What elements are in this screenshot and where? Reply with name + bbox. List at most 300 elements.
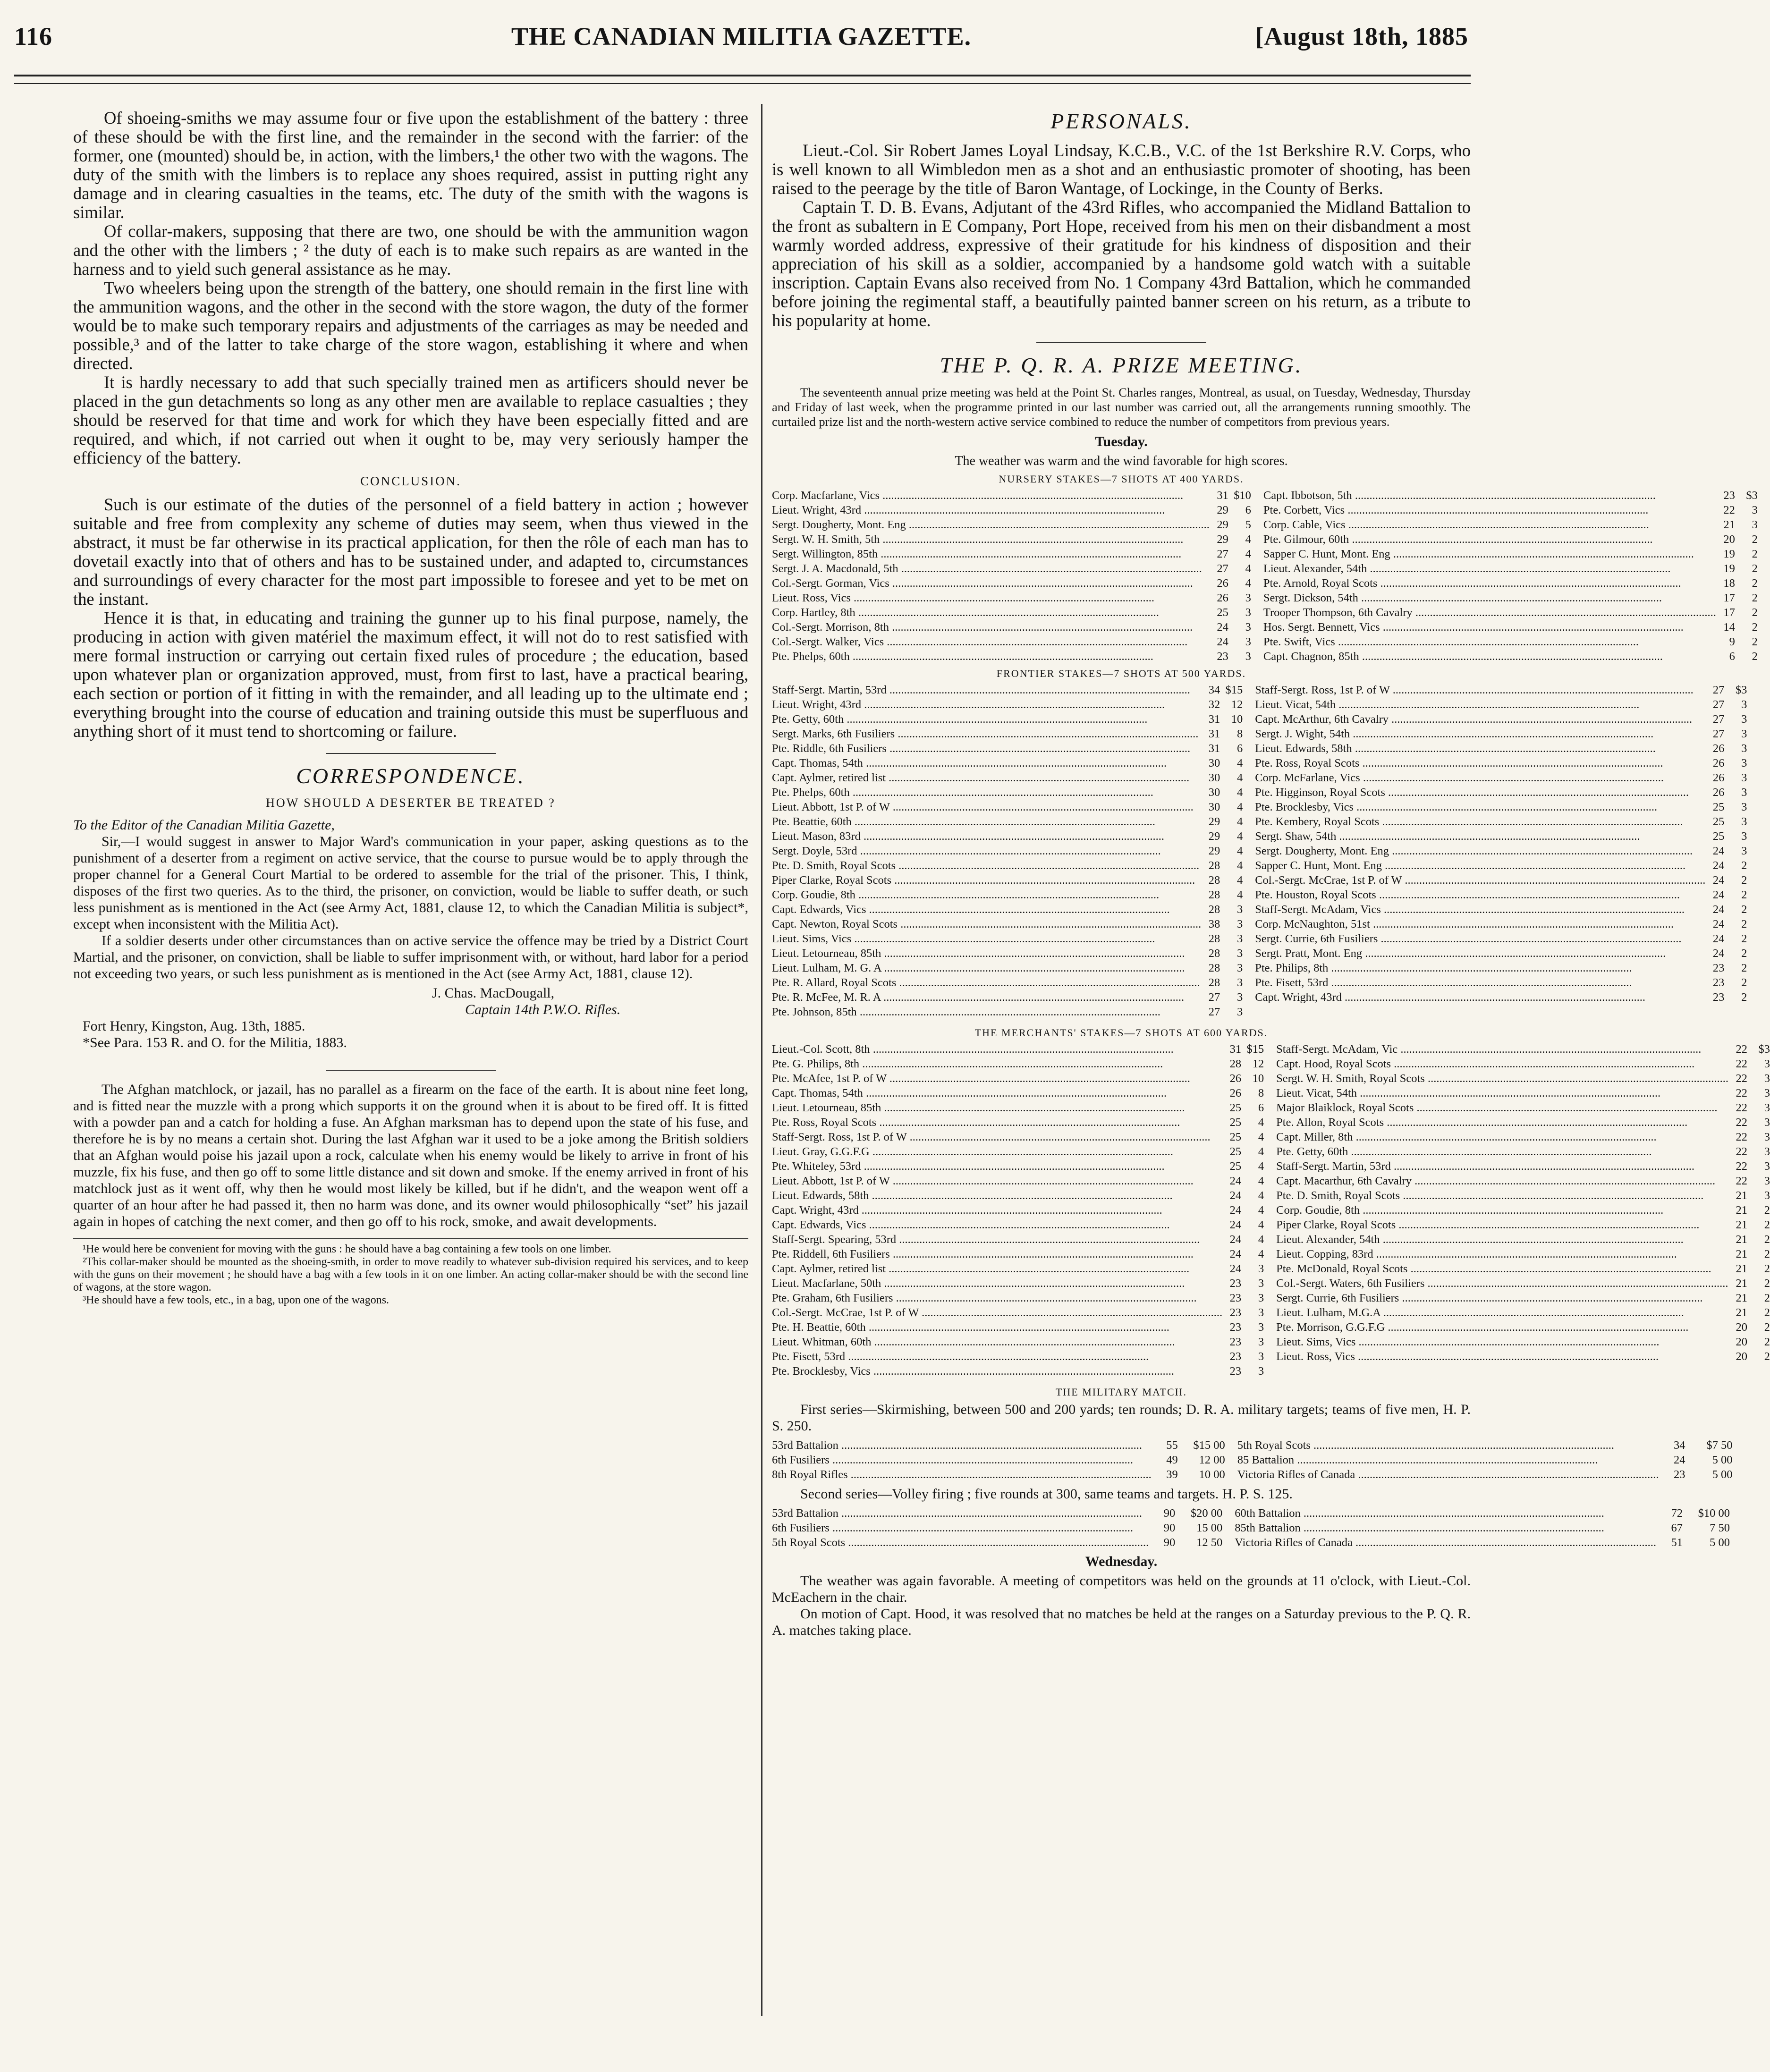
competitor-name: Col.-Sergt. Morrison, 8th ..... xyxy=(772,620,1210,634)
competitor-name: Pte. D. Smith, Royal Scots ..... xyxy=(1276,1188,1728,1203)
score-row xyxy=(772,902,1243,917)
score: 9 xyxy=(1729,635,1735,648)
competitor-name: Pte. Fisett, 53rd ..... xyxy=(1255,975,1705,990)
prize: $10 xyxy=(1234,489,1251,502)
competitor-name: Pte. Allon, Royal Scots ..... xyxy=(1276,1115,1728,1130)
prize: 3 xyxy=(1752,504,1758,516)
prize: 3 xyxy=(1236,932,1243,945)
score-row xyxy=(772,1291,1264,1305)
score-row xyxy=(1255,683,1747,697)
score-row xyxy=(772,858,1243,873)
score-row xyxy=(772,1276,1264,1291)
score: 31 xyxy=(1229,1043,1242,1056)
prize: 3 xyxy=(1236,991,1243,1004)
prize: 2 xyxy=(1764,1218,1770,1231)
section-rule xyxy=(1036,342,1206,343)
prize: 4 xyxy=(1236,757,1243,770)
prize: $15 xyxy=(1225,684,1243,696)
competitor-name: Lieut. Ross, Vics ..... xyxy=(772,591,1210,605)
prize: 3 xyxy=(1764,1189,1770,1202)
score: 14 xyxy=(1723,621,1735,634)
prize: 3 xyxy=(1245,650,1251,663)
score: 18 xyxy=(1723,577,1735,590)
competitor-name: Victoria Rifles of Canada ..... xyxy=(1235,1535,1656,1550)
score-row xyxy=(772,1305,1264,1320)
score: 20 xyxy=(1723,533,1735,546)
competitor-name: Pte. Arnold, Royal Scots ..... xyxy=(1263,576,1716,591)
score-row xyxy=(1255,756,1747,770)
score: 21 xyxy=(1736,1189,1747,1202)
score: 29 xyxy=(1208,815,1220,828)
prize: 3 xyxy=(1764,1131,1770,1143)
prize: 2 xyxy=(1764,1350,1770,1363)
score-row xyxy=(1255,844,1747,858)
conclusion-paragraphs xyxy=(73,495,748,741)
score: 28 xyxy=(1208,859,1220,872)
competitor-name: Major Blaiklock, Royal Scots ..... xyxy=(1276,1100,1728,1115)
score: 23 xyxy=(1673,1468,1685,1481)
competitor-name: Lieut. Vicat, 54th ..... xyxy=(1276,1086,1728,1100)
prize: 4 xyxy=(1258,1204,1264,1217)
competitor-name: Pte. H. Beattie, 60th ..... xyxy=(772,1320,1222,1335)
score-row xyxy=(772,1320,1264,1335)
prize: 2 xyxy=(1741,962,1747,974)
competitor-name: Corp. Cable, Vics ..... xyxy=(1263,517,1716,532)
prize: 4 xyxy=(1236,874,1243,887)
score: 17 xyxy=(1723,606,1735,619)
score: 24 xyxy=(1229,1262,1242,1275)
score-row xyxy=(1235,1521,1730,1535)
competitor-name: Sergt. W. H. Smith, 5th ..... xyxy=(772,532,1210,547)
score: 26 xyxy=(1229,1072,1242,1085)
score: 24 xyxy=(1712,888,1725,901)
competitor-name: Sergt. J. Wight, 54th ..... xyxy=(1255,727,1705,741)
score-row xyxy=(772,1535,1222,1550)
weather-note: The weather was warm and the wind favorable for high scores. xyxy=(955,454,1288,468)
score: 31 xyxy=(1217,489,1228,502)
prize: 4 xyxy=(1236,815,1243,828)
prize: 4 xyxy=(1245,562,1251,575)
score: 24 xyxy=(1217,635,1228,648)
competitor-name: Pte. Corbett, Vics ..... xyxy=(1263,503,1716,517)
score-row xyxy=(1235,1535,1730,1550)
score-row xyxy=(772,785,1243,800)
competitor-name: Pte. Phelps, 60th ..... xyxy=(772,785,1201,800)
competitor-name: Lieut. Sims, Vics ..... xyxy=(772,931,1201,946)
competitor-name: Pte. Philips, 8th ..... xyxy=(1255,961,1705,975)
score-row xyxy=(1263,503,1758,517)
score-row xyxy=(772,605,1251,620)
prize: 6 xyxy=(1258,1101,1264,1114)
conclusion-heading: CONCLUSION. xyxy=(360,474,461,488)
competitor-name: Lieut. Macfarlane, 50th ..... xyxy=(772,1276,1222,1291)
prize: 2 xyxy=(1752,635,1758,648)
score: 23 xyxy=(1217,650,1228,663)
pqra-intro: The seventeenth annual prize meeting was held at the Point St. Charles ranges, Montreal, as usual, on Tuesday, Wednesday, Thursday and Friday of last week, when the programme printed in our last number was carried out, all the arrangements running smoothly. The curtailed prize list and the north-western active service combined to reduce the number of competitors from previous years. xyxy=(772,385,1471,429)
prize: 2 xyxy=(1752,606,1758,619)
score-row xyxy=(772,917,1243,931)
prize: 3 xyxy=(1741,845,1747,857)
competitor-name: Pte. Houston, Royal Scots ..... xyxy=(1255,888,1705,902)
prize: 3 xyxy=(1752,518,1758,531)
score: 72 xyxy=(1671,1507,1683,1520)
prize: 3 xyxy=(1236,918,1243,930)
prize: 3 xyxy=(1764,1101,1770,1114)
score: 24 xyxy=(1229,1175,1242,1187)
competitor-name: Pte. Whiteley, 53rd ..... xyxy=(772,1159,1222,1174)
competitor-name: Sergt. Shaw, 54th ..... xyxy=(1255,829,1705,844)
competitor-name: Sergt. Currie, 6th Fusiliers ..... xyxy=(1276,1291,1728,1305)
score-row xyxy=(1255,917,1747,931)
score: 28 xyxy=(1208,976,1220,989)
competitor-name: Staff-Sergt. Martin, 53rd ..... xyxy=(772,683,1201,697)
competitor-name: Piper Clarke, Royal Scots ..... xyxy=(772,873,1201,888)
score-row xyxy=(1263,649,1758,664)
score: 25 xyxy=(1229,1116,1242,1129)
score-row xyxy=(1255,814,1747,829)
nursery-stakes-heading: NURSERY STAKES—7 SHOTS AT 400 YARDS. xyxy=(999,473,1244,485)
score-row xyxy=(772,532,1251,547)
prize: 3 xyxy=(1741,830,1747,843)
score-row xyxy=(1263,488,1758,503)
prize: $10 00 xyxy=(1698,1507,1730,1520)
merchants-stakes-heading: THE MERCHANTS' STAKES—7 SHOTS AT 600 YARDS. xyxy=(974,1027,1268,1039)
score-row xyxy=(1255,829,1747,844)
score-row xyxy=(772,576,1251,591)
competitor-name: Pte. Brocklesby, Vics ..... xyxy=(772,1364,1222,1379)
competitor-name: Corp. Goudie, 8th ..... xyxy=(772,888,1201,902)
score-row xyxy=(1276,1320,1770,1335)
score: 21 xyxy=(1736,1233,1747,1246)
competitor-name: 6th Fusiliers ..... xyxy=(772,1453,1152,1467)
competitor-name: Lieut. Whitman, 60th ..... xyxy=(772,1335,1222,1349)
match-first-table xyxy=(772,1438,1733,1482)
prize: 2 xyxy=(1741,976,1747,989)
score: 20 xyxy=(1736,1336,1747,1348)
score: 26 xyxy=(1712,786,1725,799)
competitor-name: Pte. Beattie, 60th ..... xyxy=(772,814,1201,829)
score: 19 xyxy=(1723,548,1735,560)
score-row xyxy=(772,1144,1264,1159)
score-row xyxy=(772,1232,1264,1247)
score-row xyxy=(772,946,1243,961)
score-row xyxy=(1263,532,1758,547)
prize: 3 xyxy=(1764,1160,1770,1173)
prize: 6 xyxy=(1245,504,1251,516)
score: 39 xyxy=(1166,1468,1178,1481)
score: 20 xyxy=(1736,1350,1747,1363)
score-row xyxy=(772,712,1243,727)
competitor-name: Capt. Thomas, 54th ..... xyxy=(772,1086,1222,1100)
score-row xyxy=(1237,1467,1733,1482)
score-row xyxy=(772,814,1243,829)
section-rule xyxy=(326,753,496,754)
prize: 3 xyxy=(1245,621,1251,634)
prize: 12 xyxy=(1252,1057,1264,1070)
frontier-stakes-heading: FRONTIER STAKES—7 SHOTS AT 500 YARDS. xyxy=(996,668,1246,679)
footnote: ³He should have a few tools, etc., in a bag, upon one of the wagons. xyxy=(83,1294,390,1306)
score-row xyxy=(1255,975,1747,990)
competitor-name: Lieut. Edwards, 58th ..... xyxy=(1255,741,1705,756)
competitor-name: Lieut. Wright, 43rd ..... xyxy=(772,503,1210,517)
score-row xyxy=(772,1203,1264,1218)
score: 30 xyxy=(1208,757,1220,770)
score-row xyxy=(1276,1042,1770,1057)
prize: 3 xyxy=(1236,962,1243,974)
score-row xyxy=(1255,741,1747,756)
score: 22 xyxy=(1736,1057,1747,1070)
score: 21 xyxy=(1736,1204,1747,1217)
competitor-name: Hos. Sergt. Bennett, Vics ..... xyxy=(1263,620,1716,634)
score-row xyxy=(772,634,1251,649)
score: 24 xyxy=(1229,1218,1242,1231)
competitor-name: Corp. Hartley, 8th ..... xyxy=(772,605,1210,620)
competitor-name: Victoria Rifles of Canada ..... xyxy=(1237,1467,1659,1482)
competitor-name: Capt. Miller, 8th ..... xyxy=(1276,1130,1728,1144)
score-row xyxy=(1255,931,1747,946)
score-row xyxy=(772,1174,1264,1188)
prize: 4 xyxy=(1258,1218,1264,1231)
prize: 3 xyxy=(1258,1306,1264,1319)
prize: 2 xyxy=(1764,1336,1770,1348)
prize: 2 xyxy=(1741,918,1747,930)
score: 24 xyxy=(1712,845,1725,857)
score-row xyxy=(772,1159,1264,1174)
score-row xyxy=(1255,946,1747,961)
prize: 2 xyxy=(1752,592,1758,604)
score: 27 xyxy=(1712,713,1725,726)
score-row xyxy=(1255,902,1747,917)
competitor-name: Corp. McNaughton, 51st ..... xyxy=(1255,917,1705,931)
prize: 3 xyxy=(1245,635,1251,648)
prize: 10 xyxy=(1231,713,1243,726)
score-row xyxy=(772,1130,1264,1144)
score-row xyxy=(772,1364,1264,1379)
score-row xyxy=(1276,1086,1770,1100)
signature-note: *See Para. 153 R. and O. for the Militia, 1883. xyxy=(83,1035,347,1050)
prize: 4 xyxy=(1236,786,1243,799)
score-row xyxy=(1276,1291,1770,1305)
score: 22 xyxy=(1736,1043,1747,1056)
prize: 3 xyxy=(1741,727,1747,740)
score: 90 xyxy=(1163,1536,1176,1549)
nursery-stakes-table xyxy=(772,488,1758,664)
score-row xyxy=(1263,561,1758,576)
score: 29 xyxy=(1208,845,1220,857)
competitor-name: Lieut. Abbott, 1st P. of W ..... xyxy=(772,800,1201,814)
competitor-name: Corp. McFarlane, Vics ..... xyxy=(1255,770,1705,785)
score-row xyxy=(772,873,1243,888)
prize: 3 xyxy=(1741,786,1747,799)
score: 24 xyxy=(1229,1204,1242,1217)
competitor-name: Pte. Ross, Royal Scots ..... xyxy=(1255,756,1705,770)
competitor-name: Pte. Gilmour, 60th ..... xyxy=(1263,532,1716,547)
prize: $3 xyxy=(1758,1043,1770,1056)
score: 55 xyxy=(1166,1439,1178,1452)
score-row xyxy=(772,1453,1225,1467)
score-row xyxy=(1255,727,1747,741)
competitor-name: 60th Battalion ..... xyxy=(1235,1506,1656,1521)
afghan-article: The Afghan matchlock, or jazail, has no parallel as a firearm on the face of the earth. It is about nine feet long, and is fitted near the muzzle with a prong which supports it on the ground when it is about to be fired off. It is fitted with a powder pan and a catch for holding a fuse. An Afghan marksman has to depend upon the state of his fuse, and therefore he is by no means a certain shot. During the last Afghan war it used to be a joke among the British soldiers that an Afghan would poise his jazail upon a rock, calculate when his enemy would be likely to arrive in front of his muzzle, fix his fuse, and then go off to some little distance and sit down and smoke. If the enemy arrived in front of his matchlock just as it went off, why then he would most likely be killed, but if he didn't, and the weapon went off a quarter of an hour after he had passed it, then no harm was done, and its owner would philosophically “set” his jazail again in hopes of catching the next comer, and then go off to his rock, smoke, and await developments. xyxy=(73,1082,748,1229)
competitor-name: Lieut. Wright, 43rd ..... xyxy=(772,697,1201,712)
personals-heading: PERSONALS. xyxy=(1050,109,1192,133)
competitor-name: Col.-Sergt. McCrae, 1st P. of W ..... xyxy=(772,1305,1222,1320)
score: 51 xyxy=(1671,1536,1683,1549)
score-row xyxy=(1263,591,1758,605)
prize: 4 xyxy=(1245,533,1251,546)
competitor-name: Capt. Newton, Royal Scots ..... xyxy=(772,917,1201,931)
competitor-name: Pte. Brocklesby, Vics ..... xyxy=(1255,800,1705,814)
prize: 2 xyxy=(1741,947,1747,960)
score: 22 xyxy=(1736,1145,1747,1158)
score: 27 xyxy=(1217,548,1228,560)
score-row xyxy=(1276,1174,1770,1188)
prize: 3 xyxy=(1741,698,1747,711)
score: 26 xyxy=(1217,592,1228,604)
prize: 3 xyxy=(1764,1116,1770,1129)
prize: 5 00 xyxy=(1710,1536,1730,1549)
competitor-name: Pte. Getty, 60th ..... xyxy=(1276,1144,1728,1159)
prize: 3 xyxy=(1258,1365,1264,1378)
competitor-name: Sergt. Currie, 6th Fusiliers ..... xyxy=(1255,931,1705,946)
score: 30 xyxy=(1208,771,1220,784)
competitor-name: Sergt. Doyle, 53rd ..... xyxy=(772,844,1201,858)
prize: 3 xyxy=(1245,592,1251,604)
score-row xyxy=(1276,1232,1770,1247)
score-row xyxy=(1263,547,1758,561)
competitor-name: 53rd Battalion ..... xyxy=(772,1438,1152,1453)
prize: 4 xyxy=(1258,1189,1264,1202)
score: 23 xyxy=(1229,1336,1242,1348)
competitor-name: Col.-Sergt. McCrae, 1st P. of W ..... xyxy=(1255,873,1705,888)
competitor-name: Sergt. Willington, 85th ..... xyxy=(772,547,1210,561)
score: 29 xyxy=(1217,504,1228,516)
prize: 2 xyxy=(1741,874,1747,887)
competitor-name: Lieut. Letourneau, 85th ..... xyxy=(772,1100,1222,1115)
score-row xyxy=(1255,800,1747,814)
competitor-name: Pte. Swift, Vics ..... xyxy=(1263,634,1716,649)
score: 21 xyxy=(1723,518,1735,531)
competitor-name: Pte. Getty, 60th ..... xyxy=(772,712,1201,727)
score-row xyxy=(1276,1130,1770,1144)
score: 31 xyxy=(1208,713,1220,726)
competitor-name: Lieut. Ross, Vics ..... xyxy=(1276,1349,1728,1364)
score-row xyxy=(772,1218,1264,1232)
prize: 2 xyxy=(1752,533,1758,546)
score-row xyxy=(1276,1247,1770,1261)
score-row xyxy=(1276,1349,1770,1364)
score-row xyxy=(772,770,1243,785)
competitor-name: Sergt. Marks, 6th Fusiliers ..... xyxy=(772,727,1201,741)
prize: 2 xyxy=(1752,650,1758,663)
prize: 10 00 xyxy=(1199,1468,1225,1481)
signature-place: Fort Henry, Kingston, Aug. 13th, 1885. xyxy=(83,1018,305,1034)
score-row xyxy=(772,591,1251,605)
score: 23 xyxy=(1229,1321,1242,1334)
article-paragraph: Two wheelers being upon the strength of the battery, one should remain in the first line with the ammunition wagons, and the other in the second with the store wagon, the duty of the former would be to make such temporary repairs and adjustments of the carriages as may be needed and possible,³ and of the latter to take charge of the store wagon, establishing it where and when directed. xyxy=(73,278,748,373)
article-paragraph: Of shoeing-smiths we may assume four or five upon the establishment of the battery : three of these should be with the first line, and the remainder in the second with the farrier: of the former, one (mounted) should be, in action, with the limbers,¹ the other two with the wagons. The duty of the smith with the limbers is to replace any shoes required, assist in putting right any damage and in clearing casualties in the teams, etc. The duty of the smith with the wagons is similar. xyxy=(73,108,748,222)
score: 49 xyxy=(1166,1454,1178,1466)
score-row xyxy=(1263,634,1758,649)
score-row xyxy=(1276,1218,1770,1232)
score-row xyxy=(1255,961,1747,975)
score: 22 xyxy=(1736,1101,1747,1114)
competitor-name: Pte. Riddell, 6th Fusiliers ..... xyxy=(772,1247,1222,1261)
prize: 3 xyxy=(1258,1321,1264,1334)
score-row xyxy=(772,990,1243,1005)
competitor-name: Capt. Hood, Royal Scots ..... xyxy=(1276,1057,1728,1071)
competitor-name: Staff-Sergt. Ross, 1st P. of W ..... xyxy=(1255,683,1705,697)
article-paragraph: Of collar-makers, supposing that there are two, one should be with the ammunition wagon and the other with the limbers ; ² the duty of each is to make such repairs as are wanted in the harness and to yield such general assistance as he may. xyxy=(73,221,748,279)
score-row xyxy=(1237,1438,1733,1453)
prize: 3 xyxy=(1236,947,1243,960)
score: 28 xyxy=(1208,932,1220,945)
score: 28 xyxy=(1208,874,1220,887)
score: 20 xyxy=(1736,1321,1747,1334)
score: 21 xyxy=(1736,1292,1747,1304)
score-row xyxy=(772,1005,1243,1019)
competitor-name: Pte. Johnson, 85th ..... xyxy=(772,1005,1201,1019)
score-row xyxy=(772,1188,1264,1203)
score: 25 xyxy=(1712,815,1725,828)
score-row xyxy=(772,547,1251,561)
score: 31 xyxy=(1208,742,1220,755)
prize: 4 xyxy=(1258,1175,1264,1187)
competitor-name: Lieut. Vicat, 54th ..... xyxy=(1255,697,1705,712)
score: 28 xyxy=(1208,888,1220,901)
wednesday-paragraphs xyxy=(772,1573,1471,1639)
score-row xyxy=(1276,1144,1770,1159)
prize: 2 xyxy=(1764,1248,1770,1260)
score-row xyxy=(1255,873,1747,888)
score-row xyxy=(1276,1057,1770,1071)
score: 26 xyxy=(1229,1087,1242,1099)
score: 24 xyxy=(1712,947,1725,960)
competitor-name: Lieut. Gray, G.G.F.G ..... xyxy=(772,1144,1222,1159)
score: 25 xyxy=(1229,1131,1242,1143)
personals-paragraph: Lieut.-Col. Sir Robert James Loyal Lindsay, K.C.B., V.C. of the 1st Berkshire R.V. Corps, who is well known to all Wimbledon men as a shot and an enthusiastic promoter of shooting, has been raised to the peerage by the title of Baron Wantage, of Lockinge, in the County of Berks. xyxy=(772,141,1471,198)
competitor-name: Sergt. Dougherty, Mont. Eng ..... xyxy=(772,517,1210,532)
prize: 3 xyxy=(1258,1277,1264,1290)
score-row xyxy=(772,620,1251,634)
competitor-name: Lieut.-Col. Scott, 8th ..... xyxy=(772,1042,1222,1057)
prize: 2 xyxy=(1764,1321,1770,1334)
competitor-name: Lieut. Letourneau, 85th ..... xyxy=(772,946,1201,961)
competitor-name: 53rd Battalion ..... xyxy=(772,1506,1149,1521)
prize: 4 xyxy=(1236,801,1243,813)
competitor-name: Lieut. Sims, Vics ..... xyxy=(1276,1335,1728,1349)
prize: 4 xyxy=(1258,1145,1264,1158)
score-row xyxy=(772,1335,1264,1349)
prize: 2 xyxy=(1764,1277,1770,1290)
prize: 2 xyxy=(1741,991,1747,1004)
prize: 5 00 xyxy=(1712,1454,1733,1466)
prize: 4 xyxy=(1245,548,1251,560)
prize: 3 xyxy=(1258,1292,1264,1304)
score-row xyxy=(772,727,1243,741)
competitor-name: Capt. Aylmer, retired list ..... xyxy=(772,1261,1222,1276)
prize: 3 xyxy=(1236,976,1243,989)
competitor-name: Trooper Thompson, 6th Cavalry ..... xyxy=(1263,605,1716,620)
competitor-name: Corp. Macfarlane, Vics ..... xyxy=(772,488,1210,503)
competitor-name: Lieut. Lulham, M. G. A ..... xyxy=(772,961,1201,975)
score-row xyxy=(772,517,1251,532)
prize: 3 xyxy=(1741,801,1747,813)
score: 22 xyxy=(1723,504,1735,516)
score: 28 xyxy=(1208,962,1220,974)
competitor-name: Pte. Phelps, 60th ..... xyxy=(772,649,1210,664)
competitor-name: Pte. G. Philips, 8th ..... xyxy=(772,1057,1222,1071)
